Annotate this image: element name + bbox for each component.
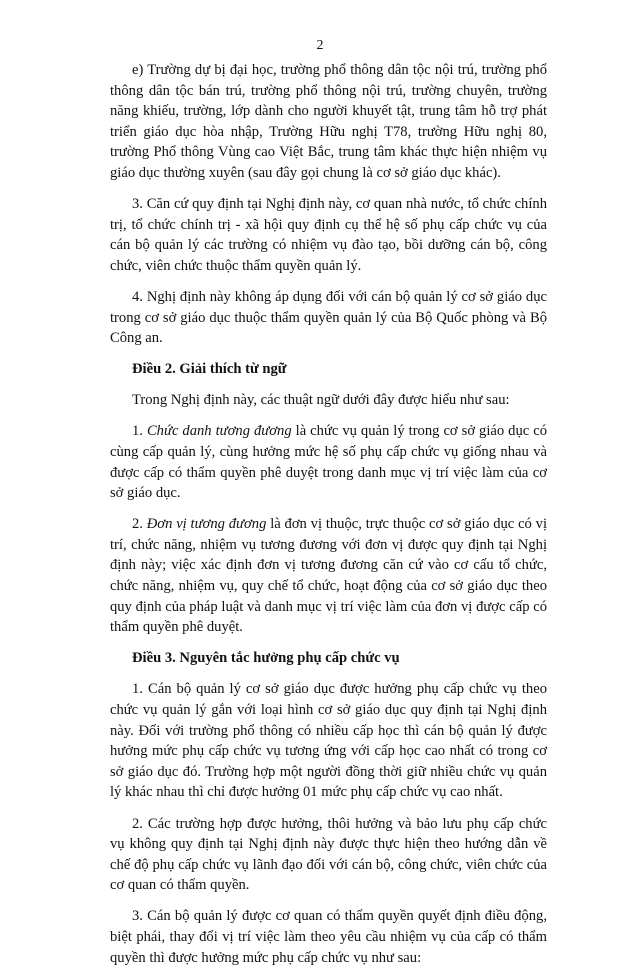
article-3-heading: Điều 3. Nguyên tắc hưởng phụ cấp chức vụ	[132, 650, 400, 667]
item-1-term: Chức danh tương đương	[146, 423, 292, 440]
paragraph-4: 4. Nghị định này không áp dụng đối với cán bộ quản lý cơ sở giáo dục trong cơ sở giáo dục thuộc thẩm quyền quản lý của Bộ Quốc phòng và Bộ Công an.	[110, 288, 547, 347]
item-2-number: 2.	[132, 516, 147, 533]
article-2-heading: Điều 2. Giải thích từ ngữ	[132, 361, 287, 378]
item-1-number: 1.	[132, 423, 147, 440]
item-1-definition: là chức vụ quản lý trong cơ sở giáo dục có cùng cấp quản lý, cùng hưởng mức hệ số phụ cấp chức vụ giống nhau và được cấp có thẩm quyền phê duyệt trong danh mục vị trí việc làm của cơ sở giáo dục.	[110, 423, 547, 502]
item-2-definition: là đơn vị thuộc, trực thuộc cơ sở giáo dục có vị trí, chức năng, nhiệm vụ tương đương với đơn vị được quy định tại Nghị định này; việc xác định đơn vị tương đương căn cứ vào cơ cấu tổ chức, chức năng, nhiệm vụ, quy chế tổ chức, hoạt động của cơ sở giáo dục theo quy định của pháp luật và danh mục vị trí việc làm của đơn vị được cấp có thẩm quyền phê duyệt.	[110, 516, 548, 636]
page-number: 2	[316, 38, 324, 53]
paragraph-3: 3. Căn cứ quy định tại Nghị định này, cơ quan nhà nước, tổ chức chính trị, tổ chức chính trị - xã hội quy định cụ thể hệ số phụ cấp chức vụ của cán bộ quản lý các trường có nhiệm vụ đào tạo, bồi dưỡng cán bộ, công chức, viên chức thuộc thẩm quyền quản lý.	[110, 196, 547, 274]
item-2-term: Đơn vị tương đương	[146, 516, 267, 533]
paragraph-e: e) Trường dự bị đại học, trường phổ thông dân tộc nội trú, trường phổ thông dân tộc bán trú, trường phổ thông nội trú, trường chuyên, trường năng khiếu, trường, lớp dành cho người khuyết tật, trung tâm hỗ trợ phát triển giáo dục hòa nhập, Trường Hữu nghị T78, trường Hữu nghị 80, trường Phổ thông Vùng cao Việt Bắc, trung tâm khác thực hiện nhiệm vụ giáo dục thường xuyên (sau đây gọi chung là cơ sở giáo dục khác).	[110, 62, 547, 181]
article-2-item-2	[110, 514, 547, 638]
article-3-item-3: 3. Cán bộ quản lý được cơ quan có thẩm quyền quyết định điều động, biệt phái, thay đổi vị trí việc làm theo yêu cầu nhiệm vụ của cấp có thẩm quyền thì được hưởng mức phụ cấp chức vụ như sau:	[110, 908, 547, 966]
document-body	[110, 60, 547, 979]
article-2-item-1	[110, 421, 547, 503]
article-2-intro: Trong Nghị định này, các thuật ngữ dưới đây được hiểu như sau:	[132, 392, 510, 409]
article-3-item-2: 2. Các trường hợp được hưởng, thôi hưởng và bảo lưu phụ cấp chức vụ không quy định tại Nghị định này được thực hiện theo hướng dẫn về chế độ phụ cấp chức vụ lãnh đạo đối với cán bộ, công chức, viên chức của cơ quan có thẩm quyền.	[110, 815, 547, 894]
article-3-item-1: 1. Cán bộ quản lý cơ sở giáo dục được hưởng phụ cấp chức vụ theo chức vụ quản lý gắn với loại hình cơ sở giáo dục quy định tại Nghị định này. Đối với trường phổ thông có nhiều cấp học thì cán bộ quản lý được hưởng mức phụ cấp chức vụ tương ứng với cấp học cao nhất có trong cơ sở giáo dục đó. Trường hợp một người đồng thời giữ nhiều chức vụ quản lý khác nhau thì chỉ được hưởng 01 mức phụ cấp chức vụ cao nhất.	[110, 681, 547, 801]
